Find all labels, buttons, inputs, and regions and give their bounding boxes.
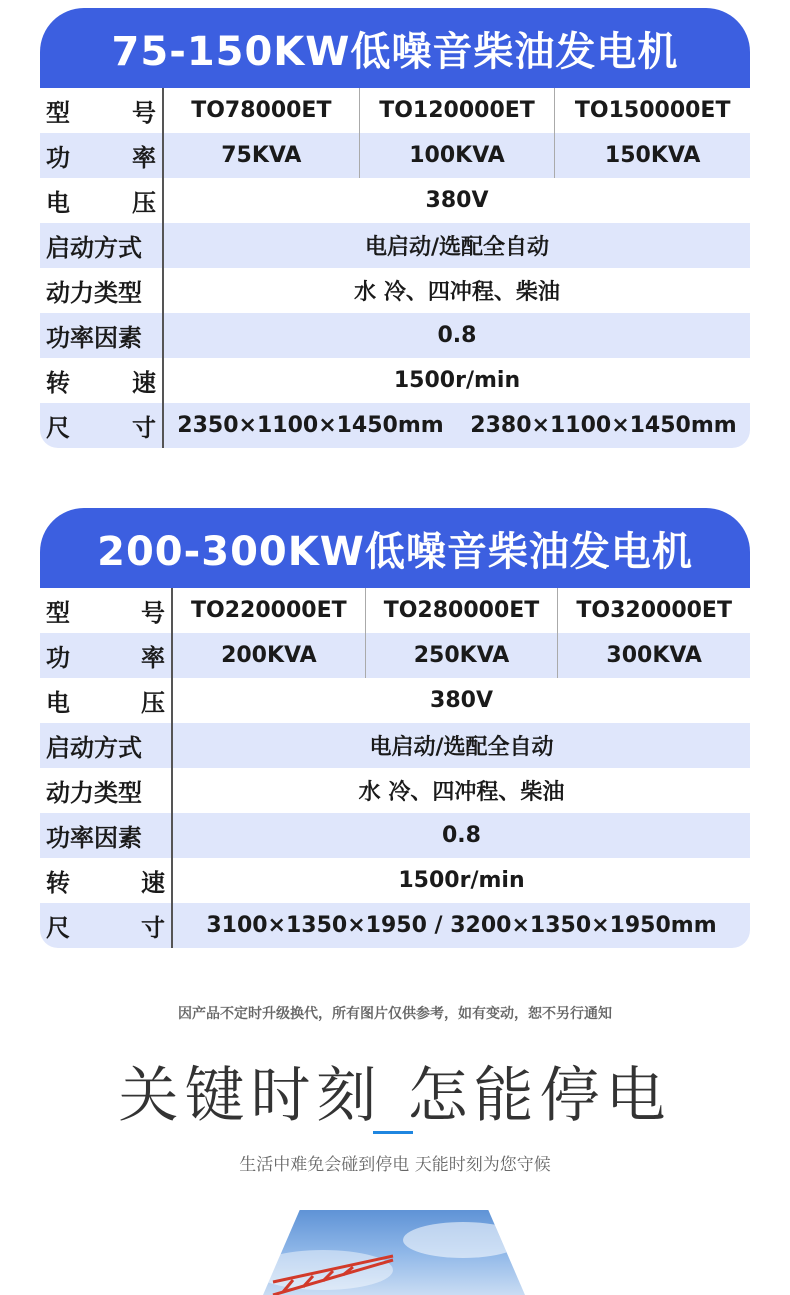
row-label: 启动方式 — [40, 223, 164, 268]
start-method-value: 电启动/选配全自动 — [364, 235, 550, 260]
row-power — [40, 633, 750, 678]
row-label: 动力类型 — [40, 768, 173, 813]
crane-icon — [263, 1210, 525, 1295]
row-power-factor — [40, 813, 750, 858]
row-label: 尺 寸 — [40, 903, 173, 948]
disclaimer-notice: 因产品不定时升级换代，所有图片仅供参考，如有变动，恕不另行通知 — [178, 1006, 612, 1022]
model-value: TO220000ET — [191, 598, 347, 623]
row-power-factor — [40, 313, 750, 358]
row-power-type — [40, 768, 750, 813]
model-value: TO150000ET — [554, 88, 750, 133]
model-value: TO120000ET — [359, 88, 555, 133]
size-value: 2350×1100×1450mm — [177, 413, 444, 438]
power-type-value: 水 冷、四冲程、柴油 — [358, 780, 565, 805]
power-value: 300KVA — [557, 633, 750, 678]
power-factor-value: 0.8 — [437, 323, 477, 348]
power-value: 250KVA — [365, 633, 558, 678]
power-value: 75KVA — [221, 143, 302, 168]
row-power-type — [40, 268, 750, 313]
spec-table — [40, 88, 750, 448]
row-label: 功率因素 — [40, 313, 164, 358]
voltage-value: 380V — [425, 188, 489, 213]
row-speed — [40, 358, 750, 403]
row-model — [40, 88, 750, 133]
row-label: 型 号 — [40, 88, 164, 133]
crane-sky-photo — [263, 1210, 525, 1295]
row-start-method — [40, 723, 750, 768]
model-value: TO320000ET — [557, 588, 750, 633]
row-size — [40, 403, 750, 448]
row-speed — [40, 858, 750, 903]
row-voltage — [40, 678, 750, 723]
divider-bar — [373, 1131, 413, 1134]
row-label: 型 号 — [40, 588, 173, 633]
panel-title: 75-150KW低噪音柴油发电机 — [40, 8, 750, 88]
power-value: 100KVA — [359, 133, 555, 178]
row-label: 功 率 — [40, 133, 164, 178]
row-label: 尺 寸 — [40, 403, 164, 448]
voltage-value: 380V — [430, 688, 493, 713]
size-value: 2380×1100×1450mm — [470, 413, 737, 438]
row-model — [40, 588, 750, 633]
subheadline: 生活中难免会碰到停电 天能时刻为您守候 — [239, 1155, 551, 1175]
model-value: TO78000ET — [191, 98, 332, 123]
power-type-value: 水 冷、四冲程、柴油 — [354, 280, 560, 305]
spec-table — [40, 588, 750, 948]
panel-title: 200-300KW低噪音柴油发电机 — [40, 508, 750, 588]
power-value: 150KVA — [554, 133, 750, 178]
row-voltage — [40, 178, 750, 223]
row-size — [40, 903, 750, 948]
speed-value: 1500r/min — [398, 868, 525, 893]
headline: 关键时刻 怎能停电 — [118, 1061, 672, 1131]
row-label: 转 速 — [40, 858, 173, 903]
row-label: 转 速 — [40, 358, 164, 403]
model-value: TO280000ET — [365, 588, 558, 633]
spec-panel-200-300kw — [40, 508, 750, 948]
row-label: 动力类型 — [40, 268, 164, 313]
row-label: 启动方式 — [40, 723, 173, 768]
spec-panel-75-150kw — [40, 8, 750, 448]
row-label: 电 压 — [40, 678, 173, 723]
power-value: 200KVA — [221, 643, 317, 668]
speed-value: 1500r/min — [393, 368, 521, 393]
start-method-value: 电启动/选配全自动 — [369, 735, 554, 760]
power-factor-value: 0.8 — [442, 823, 481, 848]
row-label: 功 率 — [40, 633, 173, 678]
row-power — [40, 133, 750, 178]
row-label: 电 压 — [40, 178, 164, 223]
row-label: 功率因素 — [40, 813, 173, 858]
row-start-method — [40, 223, 750, 268]
size-value: 3100×1350×1950 / 3200×1350×1950mm — [206, 913, 717, 938]
